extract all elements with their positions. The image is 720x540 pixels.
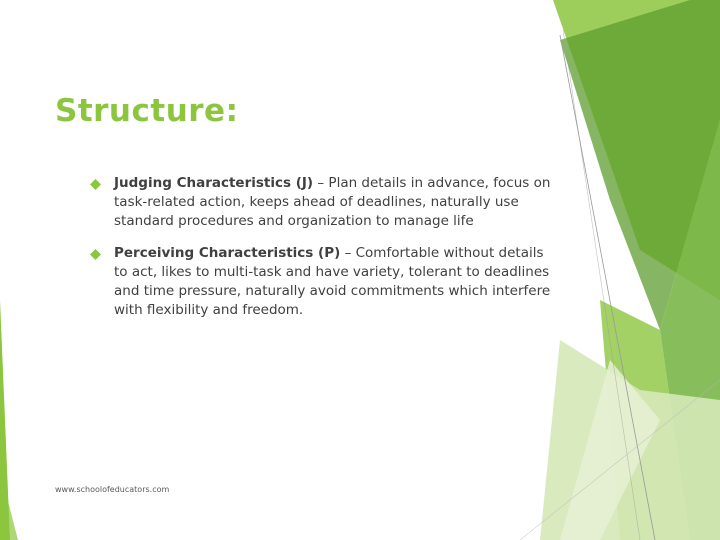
bullet-separator: – xyxy=(340,245,356,261)
bullet-text: Comfortable without details to act, likes to multi-task and have variety, tolerant to deadlines and time pressure, naturally avoid commitments which interfere with flexibility and freedom. xyxy=(114,245,551,318)
slide-title: Structure: xyxy=(55,93,239,129)
bullet-judging xyxy=(90,174,560,231)
diamond-bullet-icon xyxy=(90,179,101,190)
footer-url: www.schoolofeducators.com xyxy=(55,485,170,494)
bullet-separator: – xyxy=(313,175,329,191)
bullet-term: Judging Characteristics (J) xyxy=(114,175,314,191)
bullet-term: Perceiving Characteristics (P) xyxy=(114,245,341,261)
bullet-perceiving xyxy=(90,244,560,320)
bullet-list xyxy=(90,174,560,333)
bullet-text: Plan details in advance, focus on task-related action, keeps ahead of deadlines, naturally use standard procedures and organization to manage life xyxy=(114,175,551,229)
diamond-bullet-icon xyxy=(90,249,101,260)
